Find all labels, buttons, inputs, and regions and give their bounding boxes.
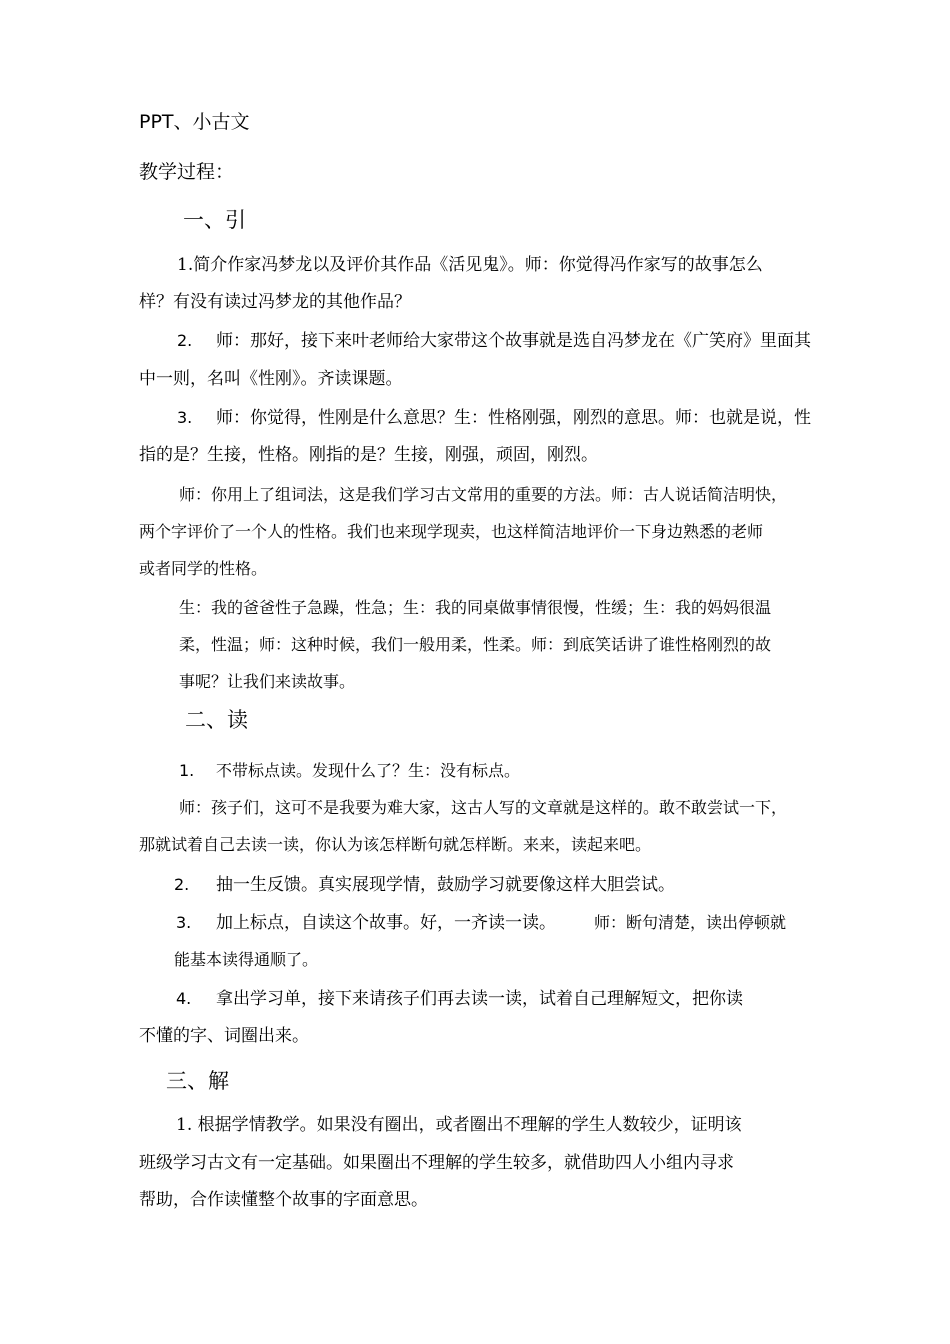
s2-p3-number: 2.: [174, 875, 190, 894]
s2-p4-number: 3.: [176, 913, 192, 932]
s1-p2-line2: 中一则，名叫《性刚》。齐读课题。: [139, 369, 403, 389]
s2-p4-text-b: 师：断句清楚，读出停顿就: [594, 913, 787, 932]
process-label: 教学过程：: [139, 161, 235, 183]
s1-p4-line3: 或者同学的性格。: [139, 559, 268, 578]
s3-p1-line3: 帮助，合作读懂整个故事的字面意思。: [139, 1190, 428, 1210]
materials-line: PPT、小古文: [139, 111, 250, 133]
s3-p1-line2: 班级学习古文有一定基础。如果圈出不理解的学生较多，就借助四人小组内寻求: [139, 1153, 734, 1173]
s2-p5-line2: 不懂的字、词圈出来。: [139, 1026, 309, 1046]
s1-p3-line1: 师：你觉得，性刚是什么意思？生：性格刚强，刚烈的意思。师：也就是说，性: [216, 408, 811, 428]
s1-p3-line2: 指的是？生接，性格。刚指的是？生接，刚强，顽固，刚烈。: [139, 445, 598, 465]
s1-p1-line1: 1.简介作家冯梦龙以及评价其作品《活见鬼》。师：你觉得冯作家写的故事怎么: [177, 255, 763, 275]
s2-p5-number: 4.: [176, 989, 192, 1008]
s2-p2-line2: 那就试着自己去读一读，你认为该怎样断句就怎样断。来来，读起来吧。: [139, 835, 652, 854]
s2-p5-line1: 拿出学习单，接下来请孩子们再去读一读，试着自己理解短文，把你读: [216, 989, 743, 1009]
s1-p5-line3: 事呢？让我们来读故事。: [179, 672, 356, 691]
s1-p5-line2: 柔，性温；师：这种时候，我们一般用柔，性柔。师：到底笑话讲了谁性格刚烈的故: [179, 635, 772, 654]
s3-p1-line1: 1. 根据学情教学。如果没有圈出，或者圈出不理解的学生人数较少，证明该: [176, 1115, 742, 1135]
s2-p4-text-a: 加上标点，自读这个故事。好，一齐读一读。: [216, 913, 556, 933]
s1-p2-number: 2.: [177, 331, 193, 350]
section-heading-2: 二、读: [185, 708, 248, 732]
s2-p2-line1: 师：孩子们，这可不是我要为难大家，这古人写的文章就是这样的。敢不敢尝试一下，: [179, 798, 788, 817]
s1-p2-line1: 师：那好，接下来叶老师给大家带这个故事就是选自冯梦龙在《广笑府》里面其: [216, 331, 811, 351]
s1-p5-line1: 生：我的爸爸性子急躁，性急；生：我的同桌做事情很慢，性缓；生：我的妈妈很温: [179, 598, 772, 617]
section-heading-3: 三、解: [166, 1069, 229, 1093]
s2-p1-text: 不带标点读。发现什么了？生：没有标点。: [216, 761, 521, 780]
s1-p3-number: 3.: [177, 408, 193, 427]
s1-p1-line2: 样？有没有读过冯梦龙的其他作品？: [139, 292, 411, 312]
section-heading-1: 一、引: [183, 208, 246, 232]
s1-p4-line1: 师：你用上了组词法，这是我们学习古文常用的重要的方法。师：古人说话简洁明快，: [179, 485, 788, 504]
s2-p1-number: 1.: [179, 761, 195, 780]
s2-p4-text-c: 能基本读得通顺了。: [174, 950, 319, 969]
s1-p4-line2: 两个字评价了一个人的性格。我们也来现学现卖，也这样简洁地评价一下身边熟悉的老师: [139, 522, 764, 541]
s2-p3-text: 抽一生反馈。真实展现学情，鼓励学习就要像这样大胆尝试。: [216, 875, 675, 895]
